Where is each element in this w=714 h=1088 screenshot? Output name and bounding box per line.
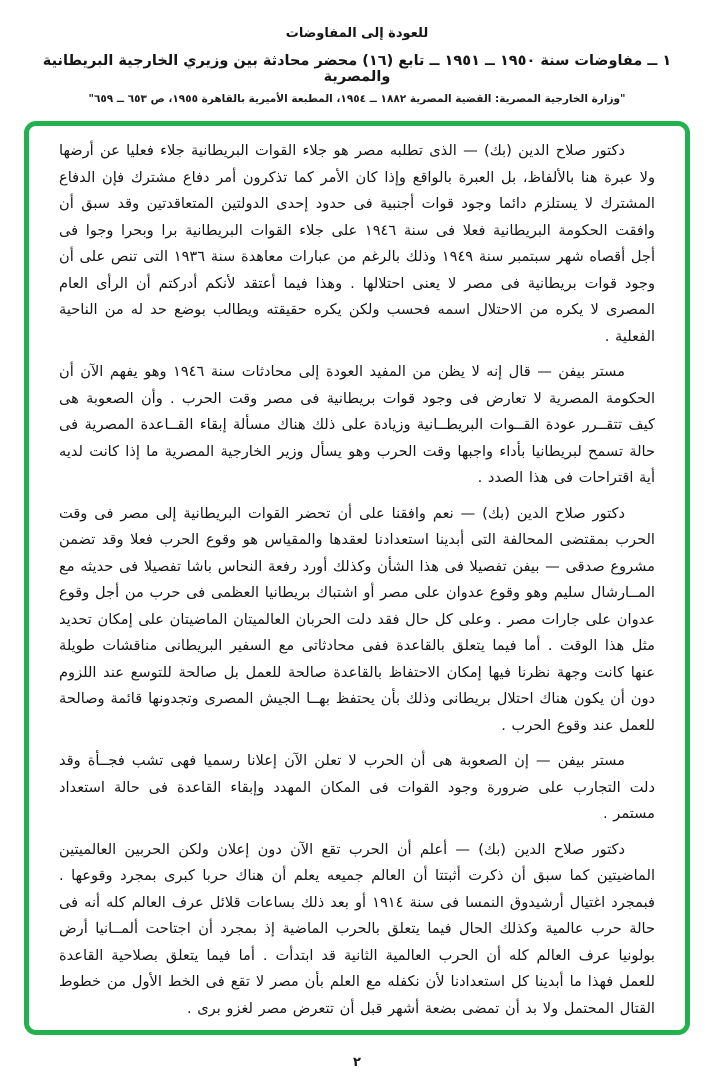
minutes-paragraph: دكتور صلاح الدين (بك) — الذى تطلبه مصر هو جلاء القوات البريطانية جلاء فعليا عن أرضها ولا عبرة هنا بالألفاظ، بل العبرة بالواقع وإذا كان الأمر كما تذكرون أمر دفاع مشترك فإن الدفاع المشترك لا يستلزم دائما وجود قوات أجنبية فى حدود إحدى الدولتين المتعاقدتين وقد سبق أن وافقت الحكومة البريطانية فعلا فى سنة ١٩٤٦ على جلاء القوات البريطانية برا وبحرا وجوا فى أجل أقصاه شهر سبتمبر سنة ١٩٤٩ وذلك بالرغم من عبارات معاهدة سنة ١٩٣٦ التى تنص على أن وجود قوات بريطانية فى مصر لا يعنى احتلالها . وهذا فيما أعتقد لأنكم أدركتم أن الرأى العام المصرى لا يكره من الاحتلال اسمه فحسب ولكن يكره حقيقته ويطالب بوضع حد له من الناحية الفعلية . [59,142,656,345]
source-citation: "وزارة الخارجية المصرية: القضية المصرية ١٨٨٢ ــ ١٩٥٤، المطبعة الأميرية بالقاهرة ١٩٥٥، ص ٦٥٣ ــ ٦٥٩" [88,93,626,105]
page-title: للعودة إلى المفاوضات [285,26,429,41]
page-footer [0,1035,714,1088]
minutes-paragraph: مستر بيفن — قال إنه لا يظن من المفيد العودة إلى محادثات سنة ١٩٤٦ وهو يفهم الآن أن الحكومة المصرية لا تعارض فى وجود قوات بريطانية فى مصر وقت الحرب . وأن الصعوبة هى كيف تتقــرر عودة القــوات البريطــانية وزيادة على ذلك هناك مسألة إبقاء القــاعدة المصرية فى حالة تسمح لبريطانيا بأداء واجبها وقت الحرب وهو يسأل وزير الخارجية المصرية ما إذا كانت لديه أية اقتراحات فى هذا الصدد . [59,363,655,486]
minutes-paragraph: دكتور صلاح الدين (بك) — نعم وافقنا على أن تحضر القوات البريطانية إلى مصر فى وقت الحرب بمقتضى المحالفة التى أبدينا استعدادنا لعقدها والمقياس هو وقوع الحرب فعلا وقد تضمن مشروع صدقى — بيفن تفصيلا فى هذا الشأن وكذلك أورد رفعة النحاس باشا تفصيلا فى حديثه مع المــارشال سليم وهو وقوع عدوان على مصر أو اشتباك بريطانيا العظمى فى حرب من أجل وقوع عدوان على جارات مصر . وعلى كل حال فقد دلت الحربان العالميتان الماضيتان على إمكان تحديد مثل هذا الوقت . أما فيما يتعلق بالقاعدة ففى محادثاتى مع السفير البريطانى مناقشات طويلة عنها كانت وجهة نظرنا فيها إمكان الاحتفاظ بالقاعدة صالحة للعمل بل صالحة للتوسع عند اللزوم دون أن يكون هناك احتلال بريطانى وذلك بأن يحتفظ بهــا الجيش المصرى وتجدونها قائمة وصالحة للعمل عند وقوع الحرب . [59,504,655,734]
document-frame [24,121,690,1035]
minutes-paragraph: مستر بيفن — إن الصعوبة هى أن الحرب لا تعلن الآن إعلانا رسميا فهى تشب فجــأة وقد دلت التجارب على ضرورة وجود القوات فى المكان المهدد وإبقاء القاعدة فى حالة استعداد مستمر . [59,752,655,822]
page-header [0,0,714,105]
minutes-paragraph: دكتور صلاح الدين (بك) — أعلم أن الحرب تقع الآن دون إعلان ولكن الحربين العالميتين الماضيتين كما سبق أن ذكرت أثبتتا أن العالم جميعه يعلم أن هناك حربا كبرى بمجرد وقوعها . فبمجرد اغتيال أرشيدوق النمسا فى سنة ١٩١٤ أو بعد ذلك بساعات قلائل عرف العالم كله أنه فى حالة حرب عالمية وكذلك الحال فيما يتعلق بالحرب الماضية إذ بمجرد أن اجتاحت ألمــانيا أرض بولونيا عرف العالم كله أن الحرب العالمية الثانية قد ابتدأت . أما فيما يتعلق بصلاحية القاعدة للعمل فهذا ما أبدينا كل استعدادنا لأن نكفله مع العلم بأن مصر لا تقع فى الخط الأول من خطوط القتال المحتمل ولا بد أن تمضى بضعة أشهر قبل أن تتعرض مصر لغزو برى . [59,840,655,1017]
document-heading: ١ ــ مفاوضات سنة ١٩٥٠ ــ ١٩٥١ ــ تابع (١٦) محضر محادثة بين وزيري الخارجية البريطانية والمصرية [42,53,672,85]
page-number: ٢ [353,1055,361,1070]
